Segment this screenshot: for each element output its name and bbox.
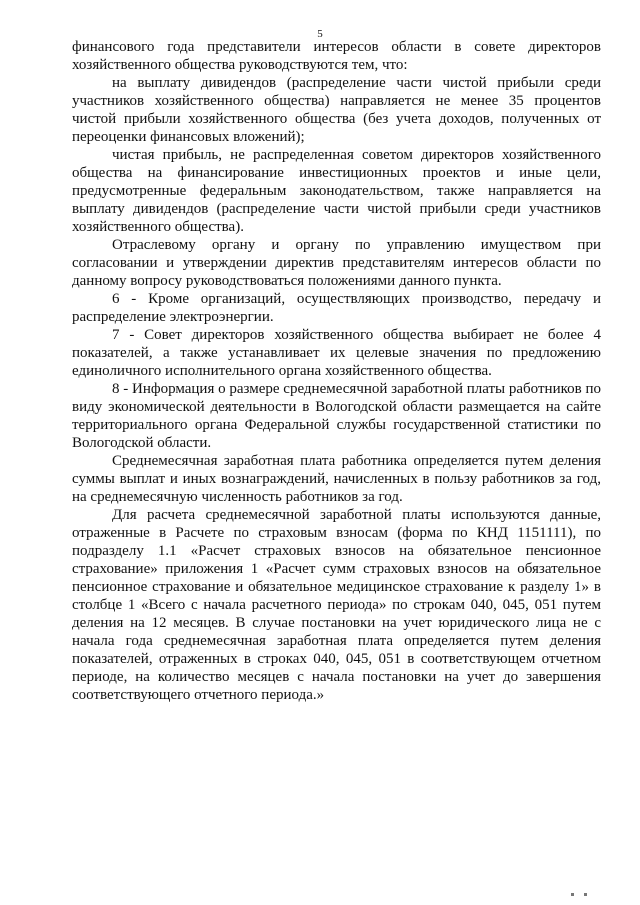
scan-mark: [571, 893, 574, 896]
paragraph-directives: Отраслевому органу и органу по управлению имуществом при согласовании и утверждении директив представителям интересов области по данному вопросу руководствоваться положениями данного пункта.: [72, 237, 601, 289]
footnote-7: 7 - Совет директоров хозяйственного общества выбирает не более 4 показателей, а также устанавливает их целевые значения по предложению единоличного исполнительного органа хозяйственного общества.: [72, 327, 601, 379]
footnote-8: 8 - Информация о размере среднемесячной заработной платы работников по виду экономической деятельности в Вологодской области размещается на сайте территориального органа Федеральной службы государственной статистики по Вологодской области.: [72, 381, 601, 451]
document-body: [72, 38, 601, 704]
paragraph-net-profit: чистая прибыль, не распределенная советом директоров хозяйственного общества на финансирование инвестиционных проектов и иные цели, предусмотренные федеральным законодательством, также направляется на выплату дивидендов (распределение части чистой прибыли среди участников хозяйственного общества).: [72, 147, 601, 235]
page-number: 5: [317, 28, 323, 40]
footnote-6: 6 - Кроме организаций, осуществляющих производство, передачу и распределение электроэнергии.: [72, 291, 601, 325]
paragraph-average-salary: Среднемесячная заработная плата работника определяется путем деления суммы выплат и иных вознаграждений, начисленных в пользу работников за год, на среднемесячную численность работников за год.: [72, 453, 601, 505]
scan-mark: [584, 893, 587, 896]
paragraph-dividends: на выплату дивидендов (распределение части чистой прибыли среди участников хозяйственного общества) направляется не менее 35 процентов чистой прибыли хозяйственного общества (без учета доходов, полученных от переоценки финансовых вложений);: [72, 75, 601, 145]
paragraph-calculation: Для расчета среднемесячной заработной платы используются данные, отраженные в Расчете по страховым взносам (форма по КНД 1151111), по подразделу 1.1 «Расчет страховых взносов на обязательное пенсионное страхование» приложения 1 «Расчет сумм страховых взносов на обязательное пенсионное страхование и обязательное медицинское страхование к разделу 1» в столбце 1 «Всего с начала расчетного периода» по строкам 040, 045, 051 путем деления на 12 месяцев. В случае постановки на учет юридического лица не с начала года среднемесячная заработная плата определяется путем деления показателей, отраженных в строках 040, 045, 051 в соответствующем отчетном периоде, на количество месяцев с начала постановки на учет до завершения соответствующего отчетного периода.»: [72, 507, 601, 703]
paragraph-continuation: финансового года представители интересов области в совете директоров хозяйственного общества руководствуются тем, что:: [72, 39, 601, 73]
